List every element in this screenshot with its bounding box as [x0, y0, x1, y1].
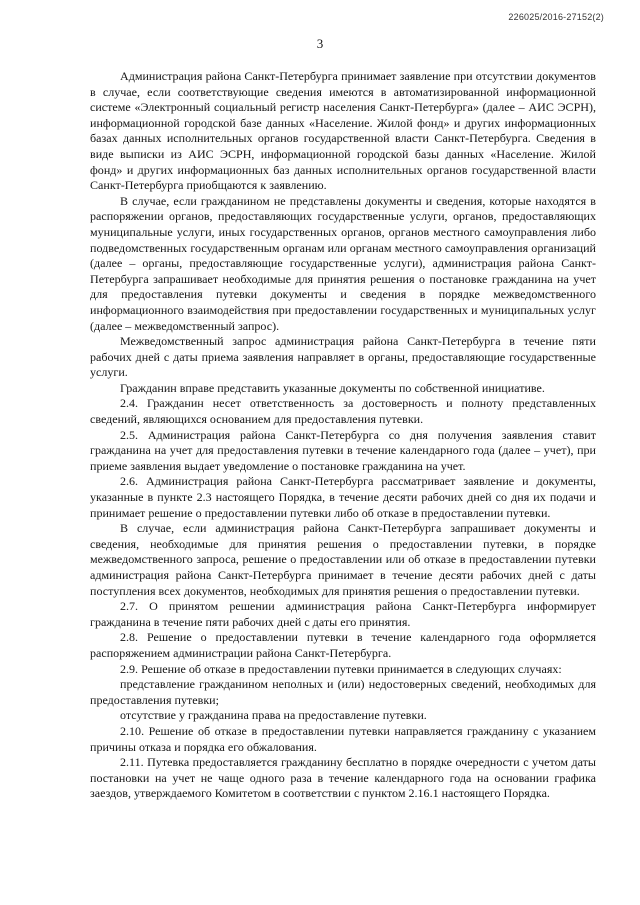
- list-item: отсутствие у гражданина права на предоставление путевки.: [120, 708, 427, 723]
- paragraph-2-6: 2.6. Администрация района Санкт-Петербурга рассматривает заявление и документы, указанные в пункте 2.3 настоящего Порядка, в течение десяти рабочих дней со дня их подачи и принимает решение о предоставлении путевки либо об отказе в предоставлении путевки.: [90, 474, 596, 520]
- paragraph-2-10: 2.10. Решение об отказе в предоставлении путевки направляется гражданину с указанием причины отказа и порядка его обжалования.: [90, 723, 596, 754]
- document-body: [90, 69, 596, 802]
- list-item: представление гражданином неполных и (или) недостоверных сведений, необходимых для предоставления путевки;: [90, 677, 596, 707]
- paragraph: Гражданин вправе представить указанные документы по собственной инициативе.: [120, 380, 545, 395]
- paragraph: Администрация района Санкт-Петербурга принимает заявление при отсутствии документов в случае, если соответствующие сведения имеются в автоматизированной информационной системе «Электронный социальный регистр населения Санкт-Петербурга» (далее – АИС ЭСРН), информационной городской базе данных «Население. Жилой фонд» и других информационных базах данных исполнительных органов государственной власти Санкт-Петербурга. Сведения в виде выписки из АИС ЭСРН, информационной городской базы данных «Население. Жилой фонд» и других информационных баз данных исполнительных органов государственной власти Санкт-Петербурга приобщаются к заявлению.: [90, 69, 596, 193]
- paragraph-2-11: 2.11. Путевка предоставляется гражданину бесплатно в порядке очередности с учетом даты постановки на учет не чаще одного раза в течение календарного года на основании графика заездов, утверждаемого Комитетом в соответствии с пунктом 2.16.1 настоящего Порядка.: [90, 755, 596, 801]
- document-id: 226025/2016-27152(2): [508, 12, 604, 22]
- paragraph: В случае, если гражданином не представлены документы и сведения, которые находятся в распоряжении органов, предоставляющих государственные услуги, органов, предоставляющих муниципальные услуги, иных государственных органов, органов местного самоуправления либо подведомственных государственным органам или органам местного самоуправления организаций (далее – органы, предоставляющие государственные услуги), администрация района Санкт-Петербурга запрашивает необходимые для принятия решения о постановке гражданина на учет для предоставления путевки документы и сведения в порядке межведомственного информационного взаимодействия при предоставлении государственных и муниципальных услуг (далее – межведомственный запрос).: [90, 193, 596, 333]
- paragraph-2-4: 2.4. Гражданин несет ответственность за достоверность и полноту представленных сведений, являющихся основанием для предоставления путевки.: [90, 396, 596, 427]
- paragraph: Межведомственный запрос администрация района Санкт-Петербурга в течение пяти рабочих дней с даты приема заявления направляет в органы, предоставляющие государственные услуги.: [90, 334, 596, 380]
- paragraph-2-5: 2.5. Администрация района Санкт-Петербурга со дня получения заявления ставит гражданина на учет для предоставления путевки в течение календарного года (далее – учет), при приеме заявления выдает уведомление о постановке гражданина на учет.: [90, 427, 596, 473]
- paragraph-2-8: 2.8. Решение о предоставлении путевки в течение календарного года оформляется распоряжением администрации района Санкт-Петербурга.: [90, 630, 596, 660]
- paragraph-2-9: 2.9. Решение об отказе в предоставлении путевки принимается в следующих случаях:: [120, 661, 562, 676]
- page-number: 3: [316, 36, 324, 51]
- paragraph-2-7: 2.7. О принятом решении администрация района Санкт-Петербурга информирует гражданина в течение пяти рабочих дней с даты его принятия.: [90, 599, 596, 629]
- paragraph: В случае, если администрация района Санкт-Петербурга запрашивает документы и сведения, необходимые для принятия решения о предоставлении путевки, в порядке межведомственного запроса, решение о предоставлении или об отказе в предоставлении путевки администрация района Санкт-Петербурга принимает в течение десяти рабочих дней с даты поступления всех документов, необходимых для принятия решения о предоставлении путевки.: [90, 521, 596, 598]
